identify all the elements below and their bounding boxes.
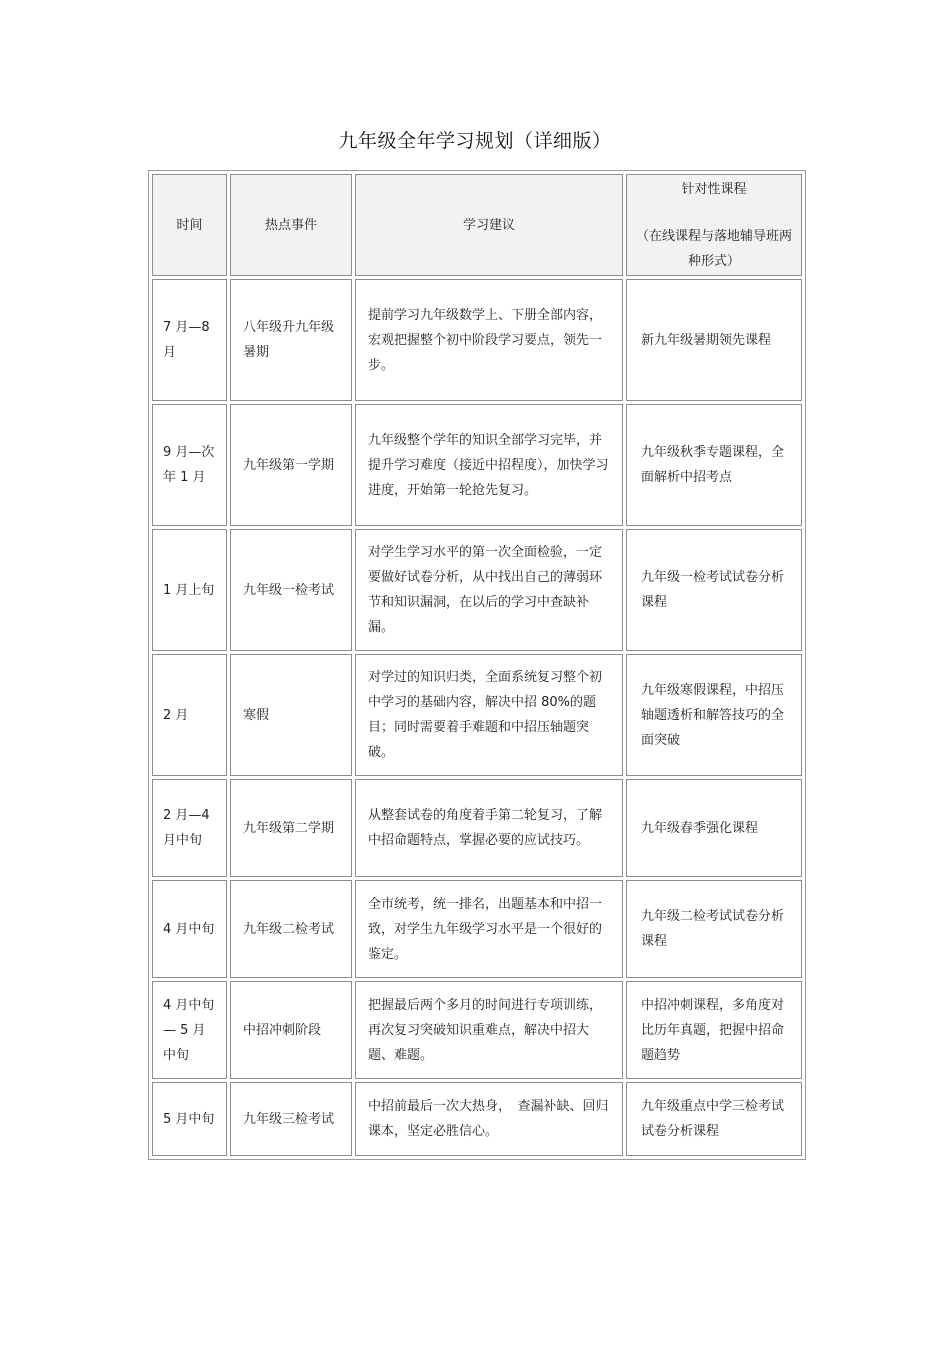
table-row — [152, 279, 802, 401]
table-row — [152, 981, 802, 1079]
cell-advice: 九年级整个学年的知识全部学习完毕，并提升学习难度（接近中招程度），加快学习进度，开始第一轮抢先复习。 — [355, 404, 623, 526]
header-course-note: （在线课程与落地辅导班两种形式） — [635, 228, 792, 269]
page-title: 九年级全年学习规划（详细版） — [338, 130, 612, 152]
cell-event: 九年级一检考试 — [230, 529, 352, 651]
header-time: 时间 — [152, 174, 227, 276]
cell-advice: 对学生学习水平的第一次全面检验，一定要做好试卷分析，从中找出自己的薄弱环节和知识漏洞，在以后的学习中查缺补漏。 — [355, 529, 623, 651]
cell-course: 九年级二检考试试卷分析课程 — [626, 880, 802, 978]
cell-event: 寒假 — [230, 654, 352, 776]
cell-time: 4 月中旬— 5 月中旬 — [152, 981, 227, 1079]
table-row — [152, 654, 802, 776]
cell-advice: 全市统考，统一排名，出题基本和中招一致，对学生九年级学习水平是一个很好的鉴定。 — [355, 880, 623, 978]
cell-course: 九年级寒假课程，中招压轴题透析和解答技巧的全面突破 — [626, 654, 802, 776]
cell-event: 九年级第二学期 — [230, 779, 352, 877]
cell-time: 7 月—8 月 — [152, 279, 227, 401]
cell-event: 八年级升九年级暑期 — [230, 279, 352, 401]
cell-time: 2 月 — [152, 654, 227, 776]
cell-event: 九年级第一学期 — [230, 404, 352, 526]
header-course — [626, 174, 802, 276]
cell-course: 中招冲刺课程，多角度对比历年真题，把握中招命题趋势 — [626, 981, 802, 1079]
cell-time: 9 月—次年 1 月 — [152, 404, 227, 526]
cell-advice: 中招前最后一次大热身， 查漏补缺、回归课本，坚定必胜信心。 — [355, 1082, 623, 1156]
cell-event: 九年级三检考试 — [230, 1082, 352, 1156]
cell-advice: 把握最后两个多月的时间进行专项训练，再次复习突破知识重难点，解决中招大题、难题。 — [355, 981, 623, 1079]
table-row — [152, 779, 802, 877]
cell-time: 5 月中旬 — [152, 1082, 227, 1156]
cell-advice: 对学过的知识归类，全面系统复习整个初中学习的基础内容，解决中招 80%的题目；同时需要着手难题和中招压轴题突破。 — [355, 654, 623, 776]
table-row — [152, 529, 802, 651]
cell-advice: 从整套试卷的角度着手第二轮复习，了解中招命题特点，掌握必要的应试技巧。 — [355, 779, 623, 877]
cell-course: 九年级秋季专题课程，全面解析中招考点 — [626, 404, 802, 526]
cell-course: 九年级春季强化课程 — [626, 779, 802, 877]
cell-advice: 提前学习九年级数学上、下册全部内容，宏观把握整个初中阶段学习要点，领先一步。 — [355, 279, 623, 401]
cell-time: 1 月上旬 — [152, 529, 227, 651]
header-course-title: 针对性课程 — [681, 181, 747, 197]
table-row — [152, 880, 802, 978]
study-plan-table — [148, 170, 806, 1160]
cell-course: 新九年级暑期领先课程 — [626, 279, 802, 401]
cell-time: 4 月中旬 — [152, 880, 227, 978]
header-advice: 学习建议 — [355, 174, 623, 276]
table-row — [152, 404, 802, 526]
cell-event: 中招冲刺阶段 — [230, 981, 352, 1079]
cell-course: 九年级一检考试试卷分析课程 — [626, 529, 802, 651]
cell-event: 九年级二检考试 — [230, 880, 352, 978]
table-row — [152, 1082, 802, 1156]
cell-time: 2 月—4 月中旬 — [152, 779, 227, 877]
header-event: 热点事件 — [230, 174, 352, 276]
table-header-row — [152, 174, 802, 276]
cell-course: 九年级重点中学三检考试试卷分析课程 — [626, 1082, 802, 1156]
